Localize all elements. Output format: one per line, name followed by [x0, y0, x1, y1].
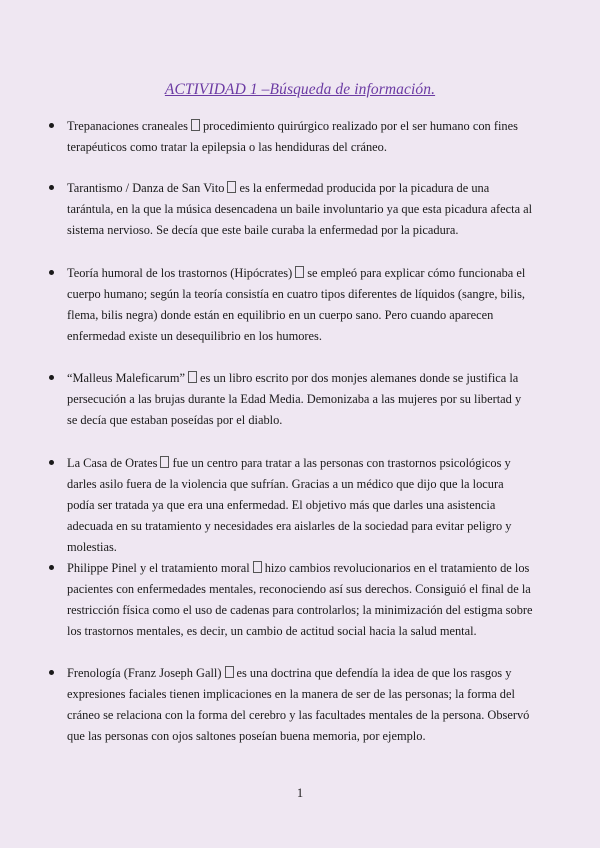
missing-glyph-icon	[227, 181, 236, 193]
bullet-dot-icon	[49, 123, 54, 128]
bullet-dot-icon	[49, 375, 54, 380]
bullet-dot-icon	[49, 565, 54, 570]
item-text: procedimiento quirúrgico realizado por el ser humano con fines terapéuticos como tratar la epilepsia o las hendiduras del cráneo.	[67, 119, 518, 154]
item-text: es una doctrina que defendía la idea de que los rasgos y expresiones faciales tienen implicaciones en la manera de ser de las personas; la forma del cráneo se relaciona con la forma del cerebro y las facultades mentales de la persona. Observó que las personas con ojos saltones poseían buena memoria, por ejemplo.	[67, 666, 530, 743]
page-title: ACTIVIDAD 1 –Búsqueda de información.	[164, 81, 436, 98]
bullet-dot-icon	[49, 460, 54, 465]
item-term: Frenología (Franz Joseph Gall)	[67, 666, 222, 680]
missing-glyph-icon	[160, 456, 169, 468]
bullet-dot-icon	[49, 185, 54, 190]
item-term: “Malleus Maleficarum”	[67, 371, 186, 385]
item-text: hizo cambios revolucionarios en el tratamiento de los pacientes con enfermedades mentales, reconociendo así sus derechos. Consiguió el final de la restricción física como el uso de cadenas para controlarlos; la minimización del estigma sobre los trastornos mentales, es decir, un cambio de actitud social hacia la salud mental.	[67, 561, 533, 638]
item-term: Tarantismo / Danza de San Vito	[67, 181, 225, 195]
missing-glyph-icon	[191, 119, 200, 131]
item-text: es la enfermedad producida por la picadura de una tarántula, en la que la música desencadena un baile involuntario ya que esta picadura afecta al sistema nervioso. Se decía que este baile curaba la enfermedad por la picadura.	[67, 181, 533, 237]
bullet-dot-icon	[49, 670, 54, 675]
item-text: fue un centro para tratar a las personas con trastornos psicológicos y darles asilo fuera de la violencia que sufrían. Gracias a un médico que dijo que la locura podía ser tratada ya que era una enfermedad. El objetivo más que darles una asistencia adecuada en su tratamiento y necesidades era aislarles de la sociedad para evitar peligro y molestias.	[67, 456, 512, 554]
bullet-dot-icon	[49, 270, 54, 275]
item-term: Trepanaciones craneales	[67, 119, 188, 133]
missing-glyph-icon	[295, 266, 304, 278]
item-term: Teoría humoral de los trastornos (Hipócrates)	[67, 266, 293, 280]
missing-glyph-icon	[188, 371, 197, 383]
item-text: es un libro escrito por dos monjes alemanes donde se justifica la persecución a las brujas durante la Edad Media. Demonizaba a las mujeres por su libertad y se decía que estaban poseídas por el diablo.	[67, 371, 522, 427]
missing-glyph-icon	[225, 666, 234, 678]
page-number: 1	[296, 786, 304, 800]
item-text: se empleó para explicar cómo funcionaba el cuerpo humano; según la teoría consistía en cuatro tipos diferentes de líquidos (sangre, bilis, flema, bilis negra) donde están en equilibrio en un cuerpo sano. Pero cuando aparecen enfermedad existe un desequilibrio en los humores.	[67, 266, 526, 343]
item-term: Philippe Pinel y el tratamiento moral	[67, 561, 250, 575]
item-term: La Casa de Orates	[67, 456, 158, 470]
missing-glyph-icon	[253, 561, 262, 573]
